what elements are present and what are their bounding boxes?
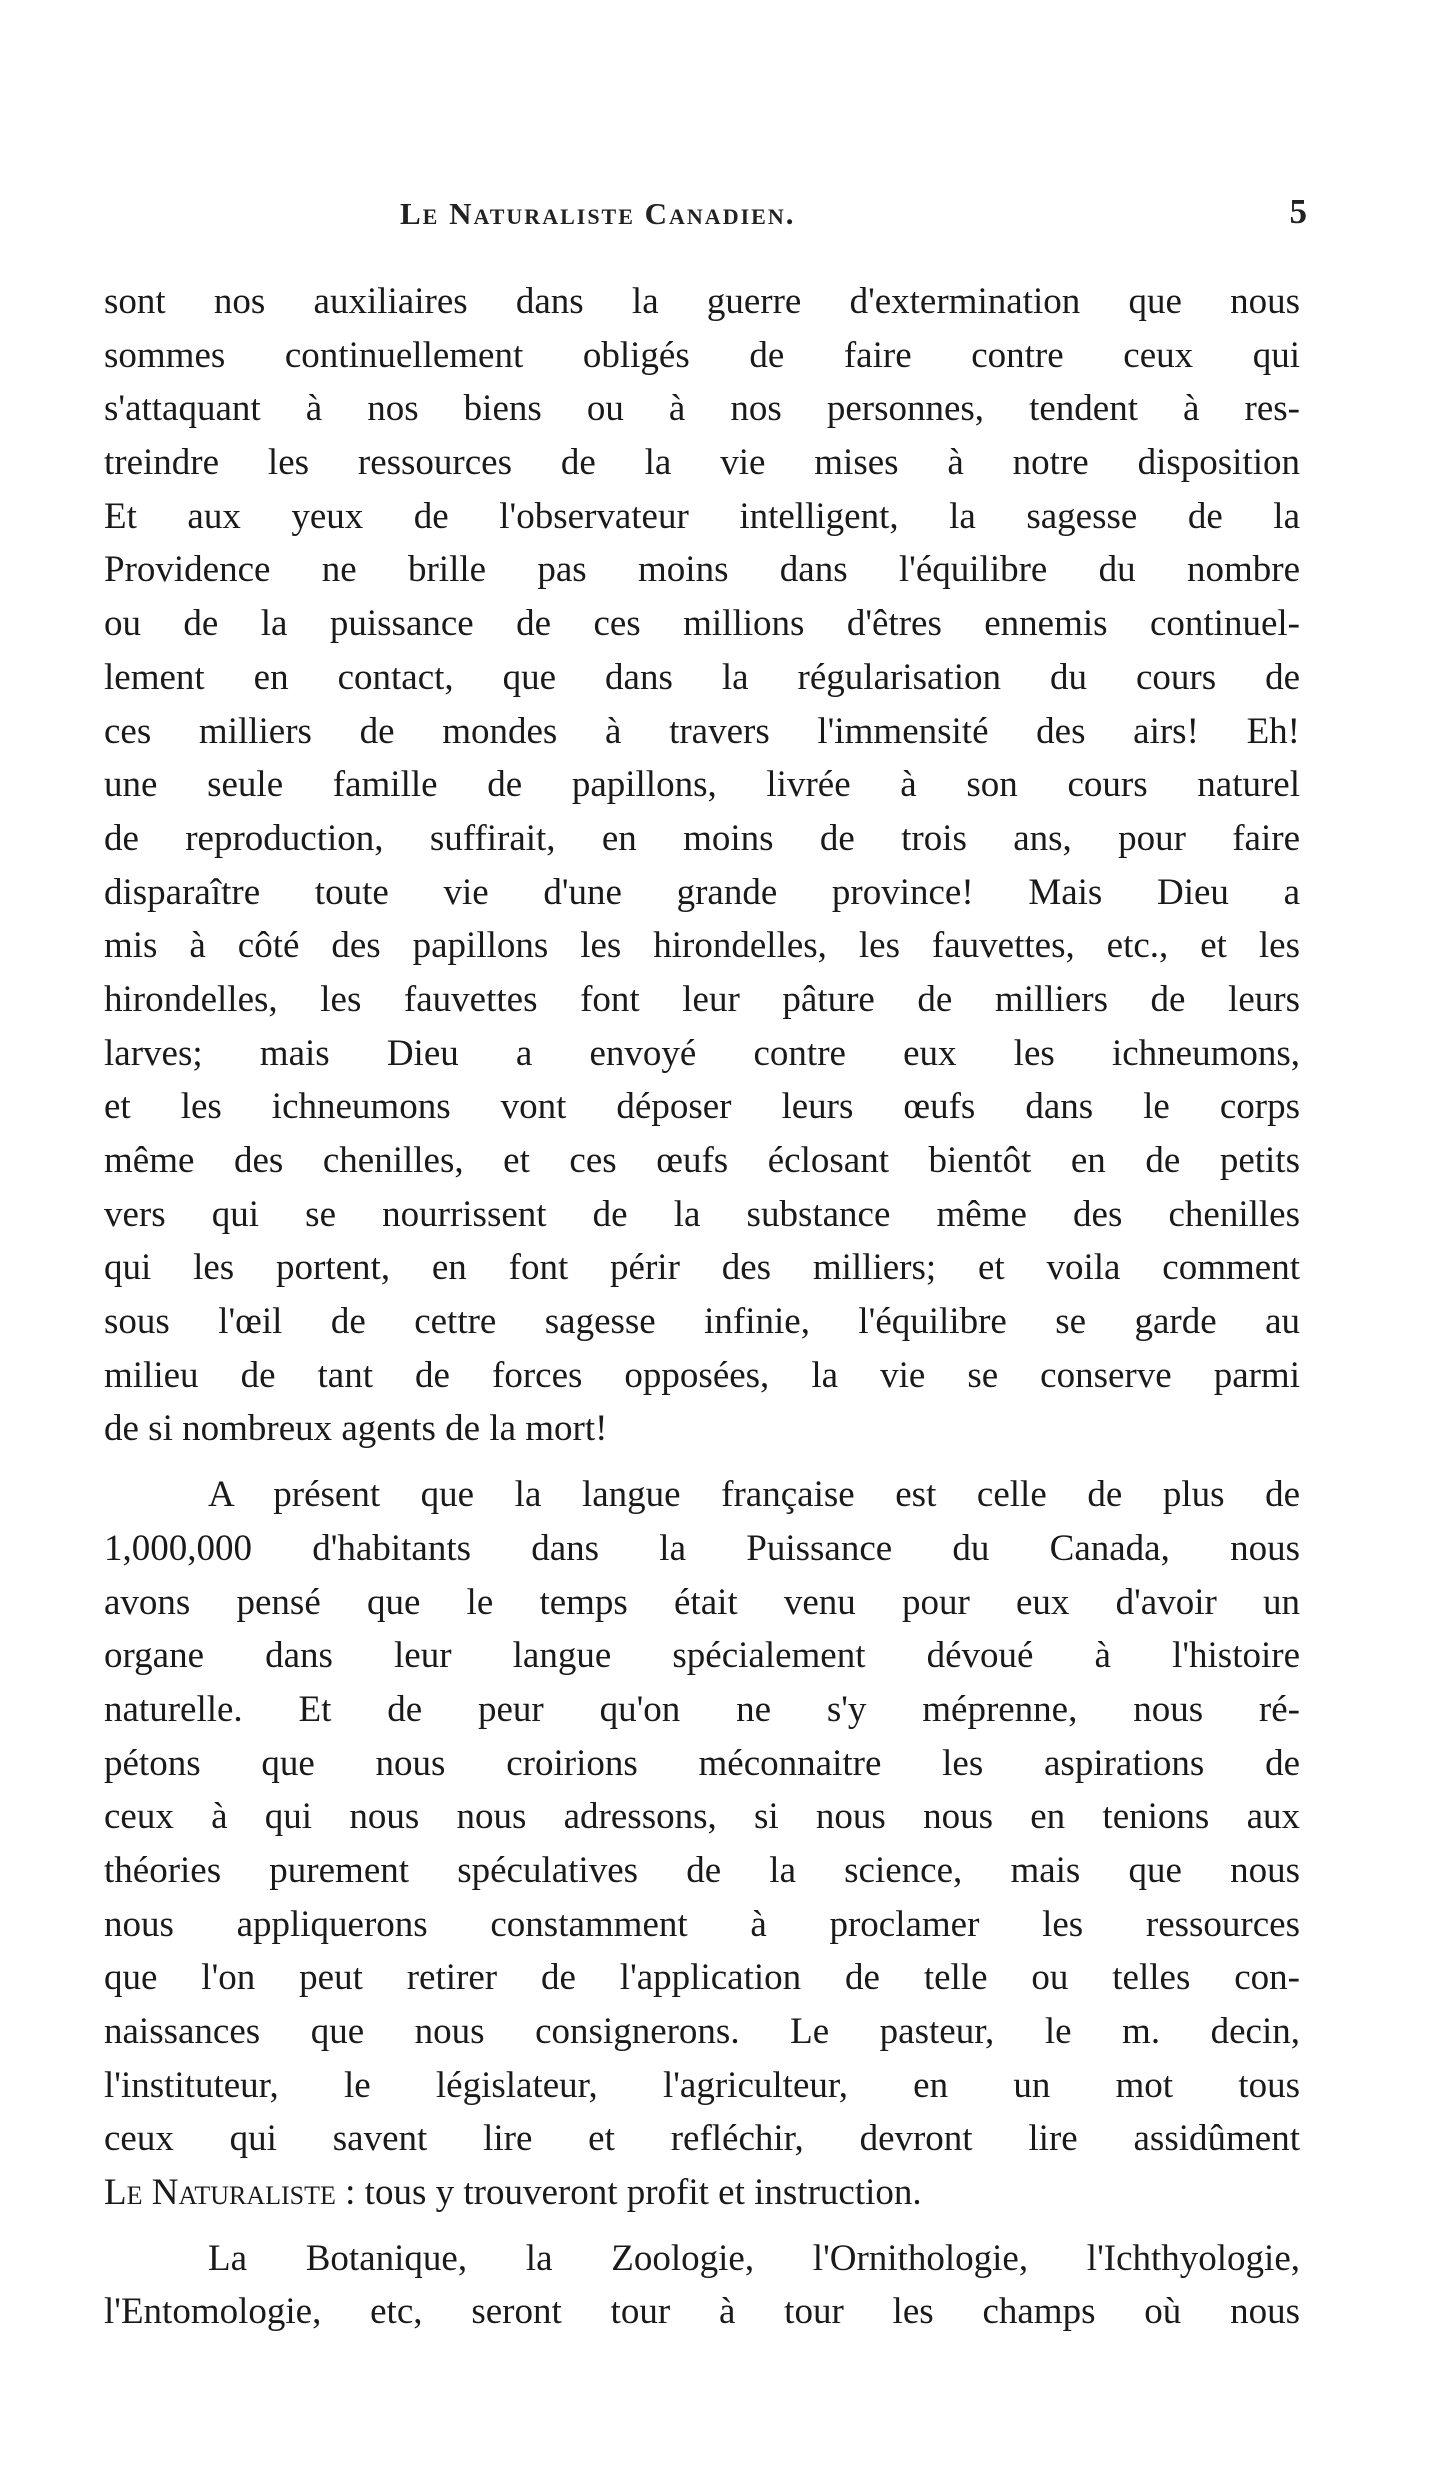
running-title: Le Naturaliste Canadien.	[400, 196, 796, 231]
text-line: La Botanique, la Zoologie, l'Ornithologie, l'Ichthyologie,	[208, 2237, 1300, 2279]
text-line: pétons que nous croirions méconnaitre les aspirations de	[104, 1742, 1300, 1784]
text-line: Providence ne brille pas moins dans l'équilibre du nombre	[104, 549, 1300, 591]
text-line: que l'on peut retirer de l'application de telle ou telles con-	[104, 1957, 1300, 1999]
text-line: l'Entomologie, etc, seront tour à tour les champs où nous	[104, 2291, 1300, 2333]
body-text	[104, 275, 1300, 2339]
journal-name-smallcaps: Le Naturaliste	[104, 2172, 336, 2214]
text-line: nous appliquerons constamment à proclamer les ressources	[104, 1903, 1300, 1945]
text-line: naissances que nous consignerons. Le pasteur, le m. decin,	[104, 2011, 1300, 2052]
paragraph-3	[104, 2232, 1300, 2339]
text-line: naturelle. Et de peur qu'on ne s'y méprenne, nous ré-	[104, 1688, 1300, 1730]
text-line: mis à côté des papillons les hirondelles, les fauvettes, etc., et les	[104, 925, 1300, 967]
text-line: lement en contact, que dans la régularisation du cours de	[104, 656, 1300, 698]
text-line: de si nombreux agents de la mort!	[104, 1408, 608, 1450]
text-line: théories purement spéculatives de la science, mais que nous	[104, 1849, 1300, 1891]
text-line-rest: : tous y trouveront profit et instruction.	[335, 2172, 922, 2214]
text-line: ces milliers de mondes à travers l'immensité des airs! Eh!	[104, 710, 1300, 752]
running-head	[100, 192, 1315, 246]
text-line: disparaître toute vie d'une grande province! Mais Dieu a	[104, 871, 1300, 913]
text-line: s'attaquant à nos biens ou à nos personnes, tendent à res-	[104, 388, 1300, 430]
text-line: 1,000,000 d'habitants dans la Puissance du Canada, nous	[104, 1527, 1300, 1569]
text-line: ou de la puissance de ces millions d'êtres ennemis continuel-	[104, 603, 1300, 645]
text-line: une seule famille de papillons, livrée à son cours naturel	[104, 764, 1300, 806]
text-line: hirondelles, les fauvettes font leur pâture de milliers de leurs	[104, 978, 1300, 1020]
text-line: avons pensé que le temps était venu pour eux d'avoir un	[104, 1581, 1300, 1623]
paragraph-1	[104, 275, 1300, 1456]
paragraph-gap	[104, 2220, 1300, 2232]
text-line: qui les portent, en font périr des milliers; et voila comment	[104, 1247, 1300, 1289]
text-line: sont nos auxiliaires dans la guerre d'extermination que nous	[104, 281, 1300, 322]
text-line: milieu de tant de forces opposées, la vie se conserve parmi	[104, 1354, 1300, 1396]
text-line: de reproduction, suffirait, en moins de trois ans, pour faire	[104, 817, 1300, 859]
paragraph-2	[104, 1468, 1300, 2220]
text-line: Et aux yeux de l'observateur intelligent, la sagesse de la	[104, 495, 1300, 537]
text-line: larves; mais Dieu a envoyé contre eux les ichneumons,	[104, 1032, 1300, 1074]
text-line: sommes continuellement obligés de faire contre ceux qui	[104, 334, 1300, 376]
text-line: organe dans leur langue spécialement dévoué à l'histoire	[104, 1635, 1300, 1677]
text-line: sous l'œil de cettre sagesse infinie, l'équilibre se garde au	[104, 1301, 1300, 1343]
text-line: treindre les ressources de la vie mises à notre disposition	[104, 442, 1300, 484]
text-line	[104, 2166, 1300, 2220]
text-line: ceux à qui nous nous adressons, si nous nous en tenions aux	[104, 1796, 1300, 1838]
text-line: et les ichneumons vont déposer leurs œufs dans le corps	[104, 1086, 1300, 1128]
text-line: même des chenilles, et ces œufs éclosant bientôt en de petits	[104, 1140, 1300, 1181]
page-number: 5	[1289, 192, 1307, 231]
text-line: A présent que la langue française est celle de plus de	[208, 1474, 1300, 1516]
text-line: l'instituteur, le législateur, l'agriculteur, en un mot tous	[104, 2064, 1300, 2106]
text-line: ceux qui savent lire et refléchir, devront lire assidûment	[104, 2118, 1300, 2160]
text-line: vers qui se nourrissent de la substance même des chenilles	[104, 1193, 1300, 1235]
paragraph-gap	[104, 1456, 1300, 1468]
